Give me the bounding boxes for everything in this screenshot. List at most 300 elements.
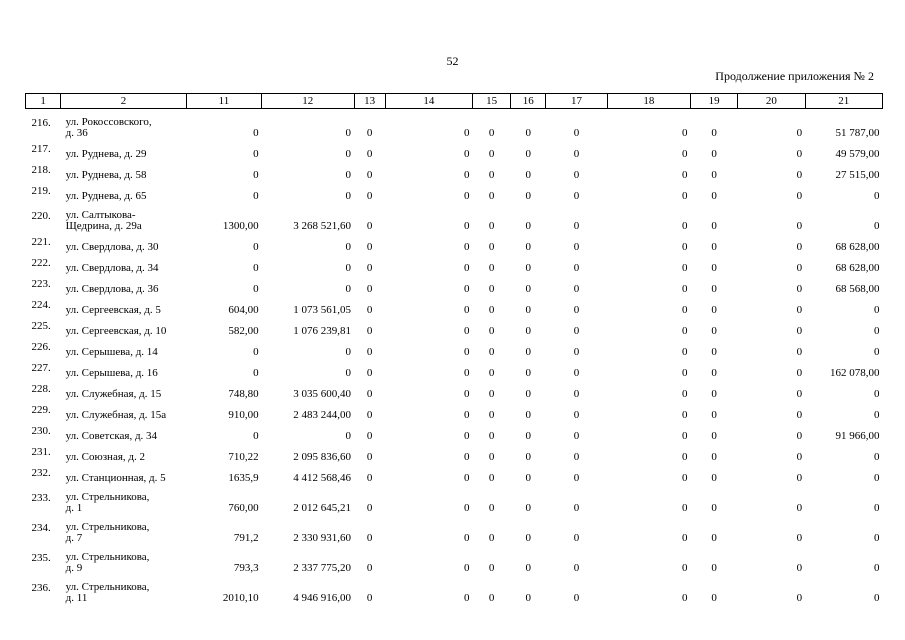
value-cell-17: 0 [573, 387, 580, 400]
table-row [26, 232, 883, 253]
table-body [26, 109, 883, 604]
value-cell-17: 0 [573, 450, 580, 463]
value-cell-13: 0 [366, 471, 373, 484]
column-header: 15 [473, 94, 511, 109]
address-cell [61, 574, 187, 604]
value-cell-21: 0 [874, 561, 880, 574]
value-cell-15: 0 [488, 189, 495, 202]
value-cell-12: 0 [345, 282, 351, 295]
column-header: 1 [26, 94, 61, 109]
value-cell-21: 0 [874, 219, 880, 232]
value-cell-12: 0 [345, 240, 351, 253]
value-cell-21: 49 579,00 [835, 147, 880, 160]
value-cell-18: 0 [682, 366, 688, 379]
column-header: 2 [61, 94, 187, 109]
value-cell-20: 0 [796, 501, 803, 514]
value-cell-21: 51 787,00 [835, 126, 880, 139]
address-line: ул. Станционная, д. 5 [65, 471, 166, 484]
value-cell-20: 0 [796, 471, 803, 484]
value-cell-14: 0 [464, 261, 470, 274]
row-number: 223. [31, 277, 51, 290]
value-cell-17: 0 [573, 261, 580, 274]
value-cell-12: 2 483 244,00 [293, 408, 351, 421]
address-line: д. 11 [65, 591, 88, 604]
address-cell [61, 484, 187, 514]
address-line: ул. Руднева, д. 29 [65, 147, 147, 160]
address-cell [61, 337, 187, 358]
address-line: Щедрина, д. 29а [65, 219, 142, 232]
value-cell-21: 68 568,00 [835, 282, 880, 295]
value-cell-17: 0 [573, 324, 580, 337]
value-cell-17: 0 [573, 591, 580, 604]
value-cell-13: 0 [366, 408, 373, 421]
table-row [26, 442, 883, 463]
value-cell-20: 0 [796, 126, 803, 139]
address-line: ул. Свердлова, д. 36 [65, 282, 159, 295]
address-cell [61, 316, 187, 337]
value-cell-19: 0 [711, 168, 717, 181]
value-cell-16: 0 [525, 366, 532, 379]
row-number: 230. [31, 424, 51, 437]
value-cell-15: 0 [488, 240, 495, 253]
value-cell-21: 68 628,00 [835, 261, 880, 274]
value-cell-13: 0 [366, 168, 373, 181]
value-cell-21: 0 [874, 387, 880, 400]
value-cell-11: 910,00 [228, 408, 259, 421]
address-line: д. 1 [65, 501, 83, 514]
value-cell-18: 0 [682, 324, 688, 337]
value-cell-19: 0 [711, 345, 717, 358]
value-cell-16: 0 [525, 189, 532, 202]
value-cell-11: 793,3 [233, 561, 259, 574]
value-cell-12: 2 012 645,21 [293, 501, 351, 514]
address-cell [61, 181, 187, 202]
value-cell-13: 0 [366, 126, 373, 139]
value-cell-21: 91 966,00 [835, 429, 880, 442]
value-cell-12: 0 [345, 126, 351, 139]
table-row [26, 109, 883, 139]
continuation-title: Продолжение приложения № 2 [715, 69, 874, 83]
value-cell-13: 0 [366, 387, 373, 400]
value-cell-18: 0 [682, 501, 688, 514]
address-cell [61, 109, 187, 139]
value-cell-21: 0 [874, 531, 880, 544]
value-cell-18: 0 [682, 240, 688, 253]
value-cell-13: 0 [366, 219, 373, 232]
row-number: 216. [31, 117, 51, 130]
value-cell-13: 0 [366, 261, 373, 274]
value-cell-20: 0 [796, 189, 803, 202]
value-cell-15: 0 [488, 501, 495, 514]
address-cell [61, 202, 187, 232]
value-cell-18: 0 [682, 345, 688, 358]
value-cell-16: 0 [525, 282, 532, 295]
value-cell-20: 0 [796, 261, 803, 274]
value-cell-16: 0 [525, 429, 532, 442]
table-row [26, 253, 883, 274]
value-cell-14: 0 [464, 366, 470, 379]
value-cell-17: 0 [573, 189, 580, 202]
value-cell-12: 4 946 916,00 [293, 591, 351, 604]
value-cell-11: 0 [253, 429, 259, 442]
value-cell-15: 0 [488, 303, 495, 316]
value-cell-16: 0 [525, 450, 532, 463]
value-cell-12: 1 073 561,05 [293, 303, 351, 316]
value-cell-20: 0 [796, 147, 803, 160]
value-cell-16: 0 [525, 303, 532, 316]
value-cell-20: 0 [796, 282, 803, 295]
value-cell-15: 0 [488, 408, 495, 421]
value-cell-20: 0 [796, 240, 803, 253]
value-cell-17: 0 [573, 501, 580, 514]
table-row [26, 400, 883, 421]
value-cell-11: 0 [253, 366, 259, 379]
value-cell-14: 0 [464, 429, 470, 442]
value-cell-12: 0 [345, 366, 351, 379]
value-cell-16: 0 [525, 324, 532, 337]
column-header: 13 [354, 94, 385, 109]
value-cell-15: 0 [488, 324, 495, 337]
value-cell-12: 0 [345, 168, 351, 181]
table-row [26, 295, 883, 316]
value-cell-14: 0 [464, 324, 470, 337]
row-number: 228. [31, 382, 51, 395]
column-header: 16 [511, 94, 546, 109]
row-number: 232. [31, 466, 51, 479]
value-cell-15: 0 [488, 147, 495, 160]
row-number: 225. [31, 319, 51, 332]
value-cell-20: 0 [796, 345, 803, 358]
address-cell [61, 274, 187, 295]
table-row [26, 379, 883, 400]
value-cell-17: 0 [573, 168, 580, 181]
value-cell-15: 0 [488, 591, 495, 604]
value-cell-13: 0 [366, 345, 373, 358]
value-cell-12: 0 [345, 147, 351, 160]
value-cell-19: 0 [711, 189, 717, 202]
value-cell-18: 0 [682, 408, 688, 421]
value-cell-16: 0 [525, 561, 532, 574]
address-cell [61, 463, 187, 484]
row-number: 218. [31, 163, 51, 176]
value-cell-19: 0 [711, 429, 717, 442]
value-cell-11: 0 [253, 168, 259, 181]
table-row [26, 316, 883, 337]
address-line: ул. Серышева, д. 14 [65, 345, 158, 358]
table-row [26, 274, 883, 295]
value-cell-14: 0 [464, 387, 470, 400]
value-cell-14: 0 [464, 561, 470, 574]
value-cell-18: 0 [682, 429, 688, 442]
column-header: 12 [262, 94, 354, 109]
value-cell-18: 0 [682, 303, 688, 316]
value-cell-19: 0 [711, 261, 717, 274]
value-cell-11: 710,22 [228, 450, 259, 463]
value-cell-16: 0 [525, 471, 532, 484]
value-cell-11: 0 [253, 147, 259, 160]
value-cell-21: 27 515,00 [835, 168, 880, 181]
address-line: ул. Руднева, д. 65 [65, 189, 147, 202]
row-number: 219. [31, 184, 51, 197]
column-header: 18 [607, 94, 690, 109]
value-cell-21: 0 [874, 591, 880, 604]
address-line: ул. Стрельникова, [65, 490, 150, 503]
address-cell [61, 160, 187, 181]
value-cell-16: 0 [525, 591, 532, 604]
value-cell-15: 0 [488, 561, 495, 574]
value-cell-14: 0 [464, 591, 470, 604]
value-cell-15: 0 [488, 450, 495, 463]
value-cell-12: 2 095 836,60 [293, 450, 351, 463]
value-cell-20: 0 [796, 366, 803, 379]
value-cell-11: 1300,00 [222, 219, 259, 232]
value-cell-12: 1 076 239,81 [293, 324, 351, 337]
value-cell-13: 0 [366, 366, 373, 379]
value-cell-18: 0 [682, 282, 688, 295]
value-cell-17: 0 [573, 561, 580, 574]
value-cell-17: 0 [573, 366, 580, 379]
address-line: ул. Свердлова, д. 30 [65, 240, 159, 253]
value-cell-13: 0 [366, 189, 373, 202]
value-cell-16: 0 [525, 501, 532, 514]
value-cell-21: 0 [874, 501, 880, 514]
column-header: 21 [805, 94, 882, 109]
value-cell-14: 0 [464, 219, 470, 232]
row-number: 224. [31, 298, 51, 311]
value-cell-19: 0 [711, 591, 717, 604]
value-cell-21: 162 078,00 [830, 366, 880, 379]
value-cell-16: 0 [525, 126, 532, 139]
value-cell-18: 0 [682, 189, 688, 202]
value-cell-15: 0 [488, 282, 495, 295]
value-cell-19: 0 [711, 531, 717, 544]
value-cell-19: 0 [711, 366, 717, 379]
value-cell-16: 0 [525, 261, 532, 274]
value-cell-11: 791,2 [233, 531, 259, 544]
value-cell-13: 0 [366, 282, 373, 295]
value-cell-14: 0 [464, 471, 470, 484]
value-cell-15: 0 [488, 219, 495, 232]
value-cell-21: 68 628,00 [835, 240, 880, 253]
value-cell-16: 0 [525, 531, 532, 544]
value-cell-16: 0 [525, 240, 532, 253]
address-cell [61, 544, 187, 574]
value-cell-11: 0 [253, 282, 259, 295]
address-cell [61, 400, 187, 421]
address-line: д. 7 [65, 531, 83, 544]
value-cell-16: 0 [525, 147, 532, 160]
row-number: 222. [31, 256, 51, 269]
value-cell-15: 0 [488, 429, 495, 442]
value-cell-20: 0 [796, 387, 803, 400]
address-line: ул. Серышева, д. 16 [65, 366, 158, 379]
address-cell [61, 421, 187, 442]
row-number: 221. [31, 235, 51, 248]
data-table [25, 93, 883, 604]
header-row [26, 94, 883, 109]
value-cell-19: 0 [711, 282, 717, 295]
row-number: 231. [31, 445, 51, 458]
address-cell [61, 232, 187, 253]
address-line: ул. Советская, д. 34 [65, 429, 158, 442]
value-cell-18: 0 [682, 147, 688, 160]
address-cell [61, 442, 187, 463]
value-cell-13: 0 [366, 147, 373, 160]
address-line: ул. Союзная, д. 2 [65, 450, 145, 463]
value-cell-13: 0 [366, 531, 373, 544]
value-cell-18: 0 [682, 126, 688, 139]
value-cell-17: 0 [573, 147, 580, 160]
value-cell-13: 0 [366, 240, 373, 253]
value-cell-18: 0 [682, 219, 688, 232]
value-cell-16: 0 [525, 387, 532, 400]
value-cell-18: 0 [682, 471, 688, 484]
row-number: 235. [31, 552, 51, 564]
value-cell-14: 0 [464, 168, 470, 181]
row-number: 227. [31, 361, 51, 374]
value-cell-20: 0 [796, 429, 803, 442]
value-cell-19: 0 [711, 219, 717, 232]
value-cell-17: 0 [573, 303, 580, 316]
value-cell-18: 0 [682, 387, 688, 400]
value-cell-20: 0 [796, 219, 803, 232]
column-header: 20 [738, 94, 805, 109]
value-cell-20: 0 [796, 168, 803, 181]
value-cell-14: 0 [464, 531, 470, 544]
value-cell-14: 0 [464, 189, 470, 202]
table-row [26, 514, 883, 544]
address-cell [61, 295, 187, 316]
value-cell-19: 0 [711, 126, 717, 139]
address-cell [61, 379, 187, 400]
value-cell-11: 2010,10 [222, 591, 259, 604]
value-cell-14: 0 [464, 501, 470, 514]
value-cell-11: 0 [253, 240, 259, 253]
address-line: д. 36 [65, 126, 88, 139]
value-cell-14: 0 [464, 450, 470, 463]
value-cell-19: 0 [711, 561, 717, 574]
column-header: 11 [186, 94, 261, 109]
value-cell-18: 0 [682, 561, 688, 574]
address-line: ул. Салтыкова- [65, 208, 136, 221]
table-row [26, 337, 883, 358]
value-cell-21: 0 [874, 345, 880, 358]
value-cell-12: 0 [345, 345, 351, 358]
value-cell-14: 0 [464, 282, 470, 295]
value-cell-12: 3 268 521,60 [293, 219, 351, 232]
value-cell-13: 0 [366, 303, 373, 316]
value-cell-17: 0 [573, 345, 580, 358]
value-cell-17: 0 [573, 471, 580, 484]
column-header: 19 [691, 94, 738, 109]
value-cell-21: 0 [874, 471, 880, 484]
value-cell-11: 0 [253, 261, 259, 274]
value-cell-19: 0 [711, 240, 717, 253]
row-number: 233. [31, 492, 51, 504]
value-cell-19: 0 [711, 501, 717, 514]
value-cell-11: 0 [253, 189, 259, 202]
row-number: 229. [31, 403, 51, 416]
value-cell-20: 0 [796, 531, 803, 544]
row-number: 220. [31, 210, 51, 222]
value-cell-15: 0 [488, 387, 495, 400]
value-cell-21: 0 [874, 450, 880, 463]
value-cell-11: 0 [253, 345, 259, 358]
value-cell-21: 0 [874, 303, 880, 316]
value-cell-15: 0 [488, 345, 495, 358]
value-cell-18: 0 [682, 168, 688, 181]
address-line: ул. Стрельникова, [65, 520, 150, 533]
value-cell-13: 0 [366, 429, 373, 442]
address-cell [61, 514, 187, 544]
value-cell-17: 0 [573, 126, 580, 139]
value-cell-12: 2 337 775,20 [293, 561, 351, 574]
row-number: 226. [31, 340, 51, 353]
value-cell-16: 0 [525, 219, 532, 232]
value-cell-15: 0 [488, 126, 495, 139]
value-cell-21: 0 [874, 408, 880, 421]
address-cell [61, 139, 187, 160]
value-cell-15: 0 [488, 168, 495, 181]
value-cell-16: 0 [525, 168, 532, 181]
value-cell-18: 0 [682, 261, 688, 274]
value-cell-21: 0 [874, 189, 880, 202]
value-cell-16: 0 [525, 345, 532, 358]
value-cell-12: 3 035 600,40 [293, 387, 351, 400]
page-number: 52 [446, 54, 459, 68]
value-cell-13: 0 [366, 591, 373, 604]
value-cell-20: 0 [796, 450, 803, 463]
value-cell-18: 0 [682, 591, 688, 604]
address-line: ул. Служебная, д. 15 [65, 387, 162, 400]
value-cell-14: 0 [464, 240, 470, 253]
value-cell-13: 0 [366, 450, 373, 463]
value-cell-17: 0 [573, 531, 580, 544]
column-header: 17 [546, 94, 607, 109]
table-row [26, 463, 883, 484]
value-cell-20: 0 [796, 561, 803, 574]
value-cell-17: 0 [573, 429, 580, 442]
address-line: ул. Стрельникова, [65, 580, 150, 593]
value-cell-19: 0 [711, 303, 717, 316]
value-cell-19: 0 [711, 408, 717, 421]
value-cell-11: 1635,9 [228, 471, 259, 484]
table-row [26, 181, 883, 202]
value-cell-11: 0 [253, 126, 259, 139]
address-line: ул. Служебная, д. 15а [65, 408, 167, 421]
value-cell-15: 0 [488, 471, 495, 484]
value-cell-15: 0 [488, 261, 495, 274]
value-cell-19: 0 [711, 147, 717, 160]
value-cell-11: 748,80 [228, 387, 259, 400]
value-cell-19: 0 [711, 471, 717, 484]
address-line: д. 9 [65, 561, 83, 574]
column-header: 14 [385, 94, 472, 109]
value-cell-11: 760,00 [228, 501, 259, 514]
value-cell-12: 0 [345, 261, 351, 274]
value-cell-20: 0 [796, 324, 803, 337]
value-cell-12: 0 [345, 189, 351, 202]
row-number: 236. [31, 582, 51, 594]
address-line: ул. Сергеевская, д. 10 [65, 324, 167, 337]
value-cell-14: 0 [464, 147, 470, 160]
value-cell-17: 0 [573, 282, 580, 295]
address-line: ул. Руднева, д. 58 [65, 168, 147, 181]
value-cell-15: 0 [488, 366, 495, 379]
table-row [26, 574, 883, 604]
value-cell-20: 0 [796, 591, 803, 604]
address-line: ул. Стрельникова, [65, 550, 150, 563]
